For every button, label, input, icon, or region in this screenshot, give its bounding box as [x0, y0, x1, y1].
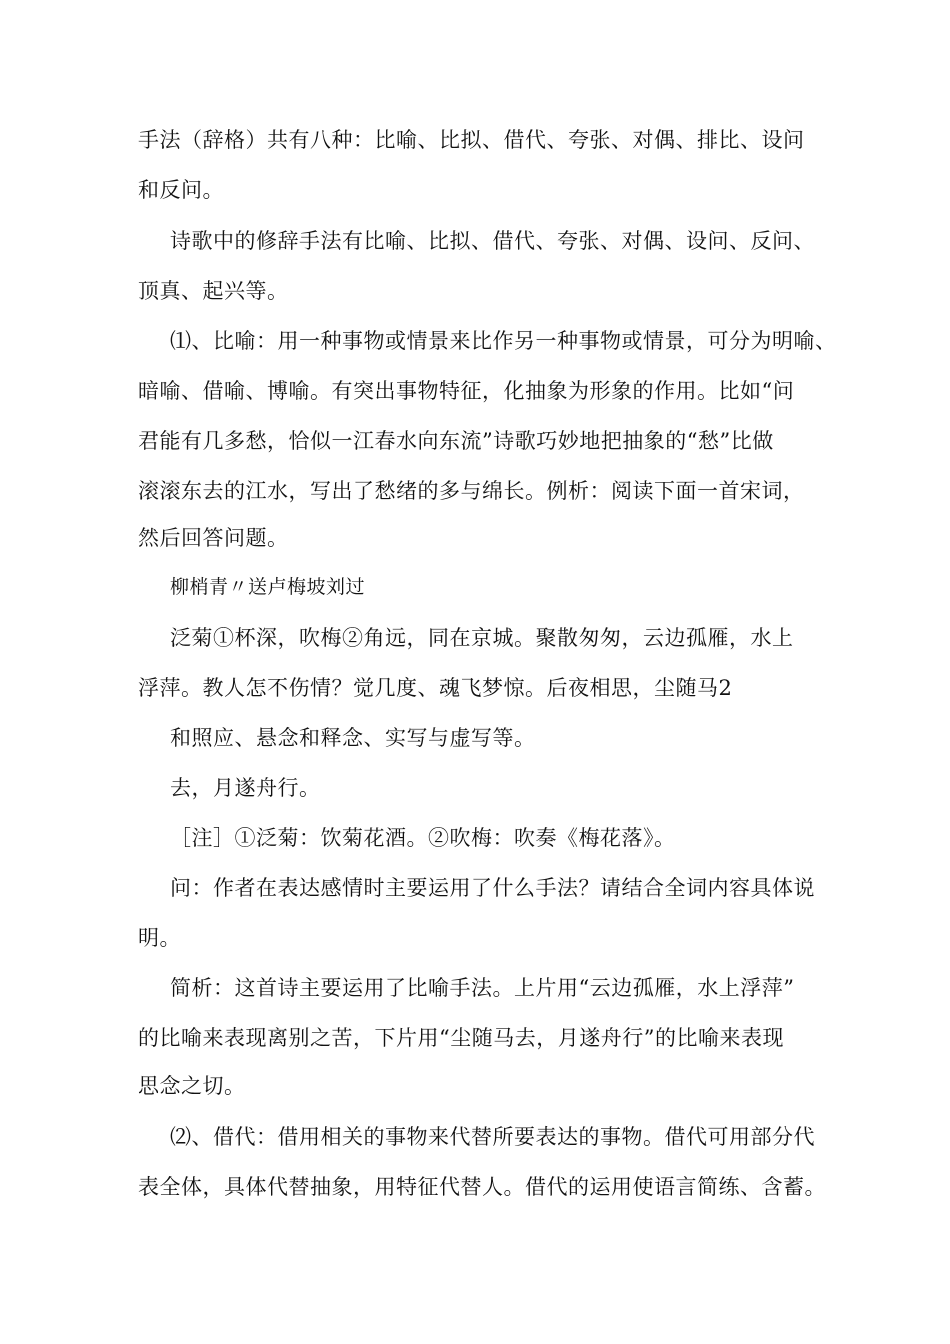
text-line-13: 和照应、悬念和释念、实写与虚写等。: [170, 726, 536, 750]
text-line-8: 滚滚东去的江水，写出了愁绪的多与绵长。例析：阅读下面一首宋词，: [138, 479, 805, 503]
text-line-4: 顶真、起兴等。: [138, 279, 289, 303]
question-line-2: 明。: [138, 926, 181, 950]
text-line-2: 和反问。: [138, 178, 224, 202]
poem-line-2: 浮萍。教人怎不伤情？觉几度、魂飞梦惊。后夜相思，尘随马2: [138, 676, 733, 700]
text-line-7: 君能有几多愁，恰似一江春水向东流”诗歌巧妙地把抽象的“愁”比做: [138, 429, 774, 453]
text-line-1: 手法（辞格）共有八种：比喻、比拟、借代、夸张、对偶、排比、设问: [138, 128, 805, 152]
text-line-9: 然后回答问题。: [138, 526, 289, 550]
text-line-5: ⑴、比喻：用一种事物或情景来比作另一种事物或情景，可分为明喻、: [170, 329, 837, 353]
analysis-line-3: 思念之切。: [138, 1074, 246, 1098]
poem-line-1: 泛菊①杯深，吹梅②角远，同在京城。聚散匆匆，云边孤雁，水上: [170, 626, 794, 650]
text-line-22: 表全体，具体代替抽象，用特征代替人。借代的运用使语言简练、含蓄。: [138, 1175, 826, 1199]
text-line-6: 暗喻、借喻、博喻。有突出事物特征，化抽象为形象的作用。比如“问: [138, 379, 795, 403]
text-line-21: ⑵、借代：借用相关的事物来代替所要表达的事物。借代可用部分代: [170, 1125, 815, 1149]
analysis-line-2: 的比喻来表现离别之苦，下片用“尘随马去，月遂舟行”的比喻来表现: [138, 1026, 784, 1050]
text-line-3: 诗歌中的修辞手法有比喻、比拟、借代、夸张、对偶、设问、反问、: [170, 229, 815, 253]
poem-line-3: 去，月遂舟行。: [170, 776, 321, 800]
analysis-line-1: 简析：这首诗主要运用了比喻手法。上片用“云边孤雁，水上浮萍”: [170, 976, 795, 1000]
question-line-1: 问：作者在表达感情时主要运用了什么手法？请结合全词内容具体说: [170, 876, 815, 900]
poem-title: 柳梢青〃送卢梅坡刘过: [170, 576, 366, 598]
note-line: ［注］①泛菊：饮菊花酒。②吹梅：吹奏《梅花落》。: [170, 826, 676, 850]
